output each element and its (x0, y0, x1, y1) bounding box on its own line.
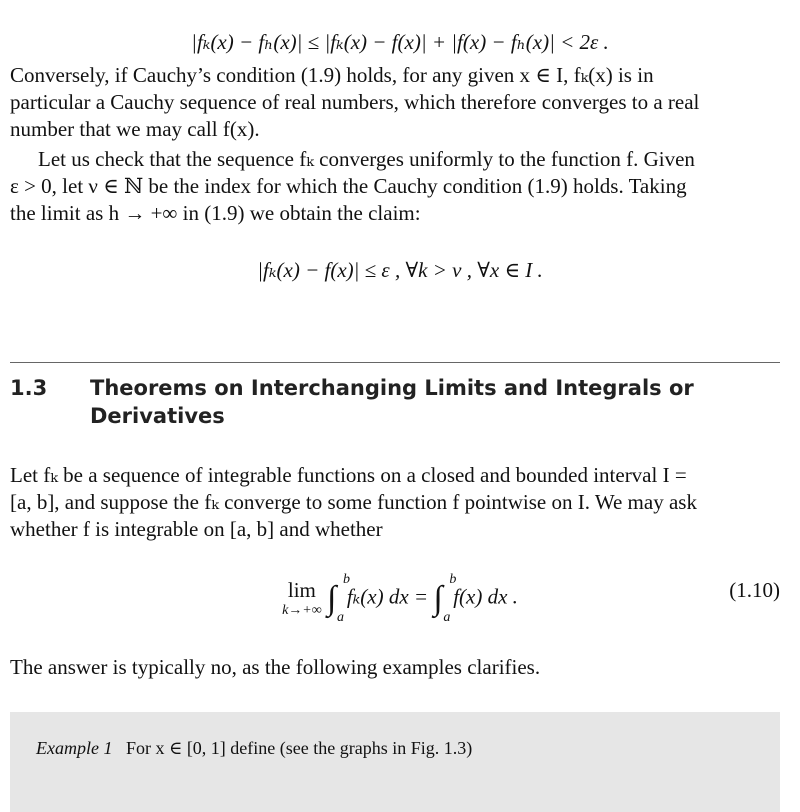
uniform-convergence-equation: |fₖ(x) − f(x)| ≤ ε , ∀k > ν , ∀x ∈ I . (257, 258, 543, 282)
text-line: particular a Cauchy sequence of real numbers, which therefore converges to a real (10, 90, 700, 114)
integral-sign: ∫ b a (326, 571, 350, 625)
text-line: Let us check that the sequence fₖ converges uniformly to the function f. Given (38, 147, 695, 171)
section-divider (10, 362, 780, 363)
example-body: For x ∈ [0, 1] define (see the graphs in Fig. 1.3) (125, 738, 473, 758)
paragraph-uniform-check (10, 146, 780, 227)
section-title-line: Derivatives (90, 404, 225, 428)
integral-sign: ∫ b a (433, 571, 457, 625)
lhs-integrand: fₖ(x) dx = (346, 584, 429, 609)
text-line: Conversely, if Cauchy’s condition (1.9) holds, for any given x ∈ I, fₖ(x) is in (10, 63, 654, 87)
integral-lower-limit: a (443, 609, 451, 625)
integral-upper-limit: b (342, 571, 350, 587)
lim-subscript: k→+∞ (282, 603, 322, 618)
section-title-line: Theorems on Interchanging Limits and Integrals or (90, 376, 694, 400)
limit-integral-equation (0, 571, 800, 628)
text-line: Let fₖ be a sequence of integrable functions on a closed and bounded interval I = (10, 463, 687, 487)
example-text (36, 738, 472, 759)
text-line: whether f is integrable on [a, b] and whether (10, 517, 383, 541)
text-line: The answer is typically no, as the following examples clarifies. (10, 655, 541, 679)
section-number: 1.3 (10, 376, 48, 400)
lim-word: lim (287, 578, 316, 602)
integral-lower-limit: a (336, 609, 344, 625)
example-label: Example 1 (36, 738, 113, 758)
rhs-integrand: f(x) dx . (453, 584, 518, 609)
integral-upper-limit: b (449, 571, 457, 587)
triangle-inequality-equation: |fₖ(x) − fₕ(x)| ≤ |fₖ(x) − f(x)| + |f(x) − fₕ(x)| < 2ε . (191, 30, 609, 54)
paragraph-cauchy-converse (10, 62, 780, 143)
section-title (90, 374, 780, 430)
example-box (10, 712, 780, 812)
equation-number: (1.10) (729, 578, 780, 602)
paragraph-answer (10, 654, 780, 681)
text-line: ε > 0, let ν ∈ ℕ be the index for which the Cauchy condition (1.9) holds. Taking (10, 174, 687, 198)
paragraph-integrable-sequence (10, 462, 780, 543)
text-line: the limit as h → +∞ in (1.9) we obtain the claim: (10, 201, 421, 225)
limit-operator (282, 578, 322, 619)
text-line: number that we may call f(x). (10, 117, 260, 141)
text-line: [a, b], and suppose the fₖ converge to some function f pointwise on I. We may ask (10, 490, 697, 514)
